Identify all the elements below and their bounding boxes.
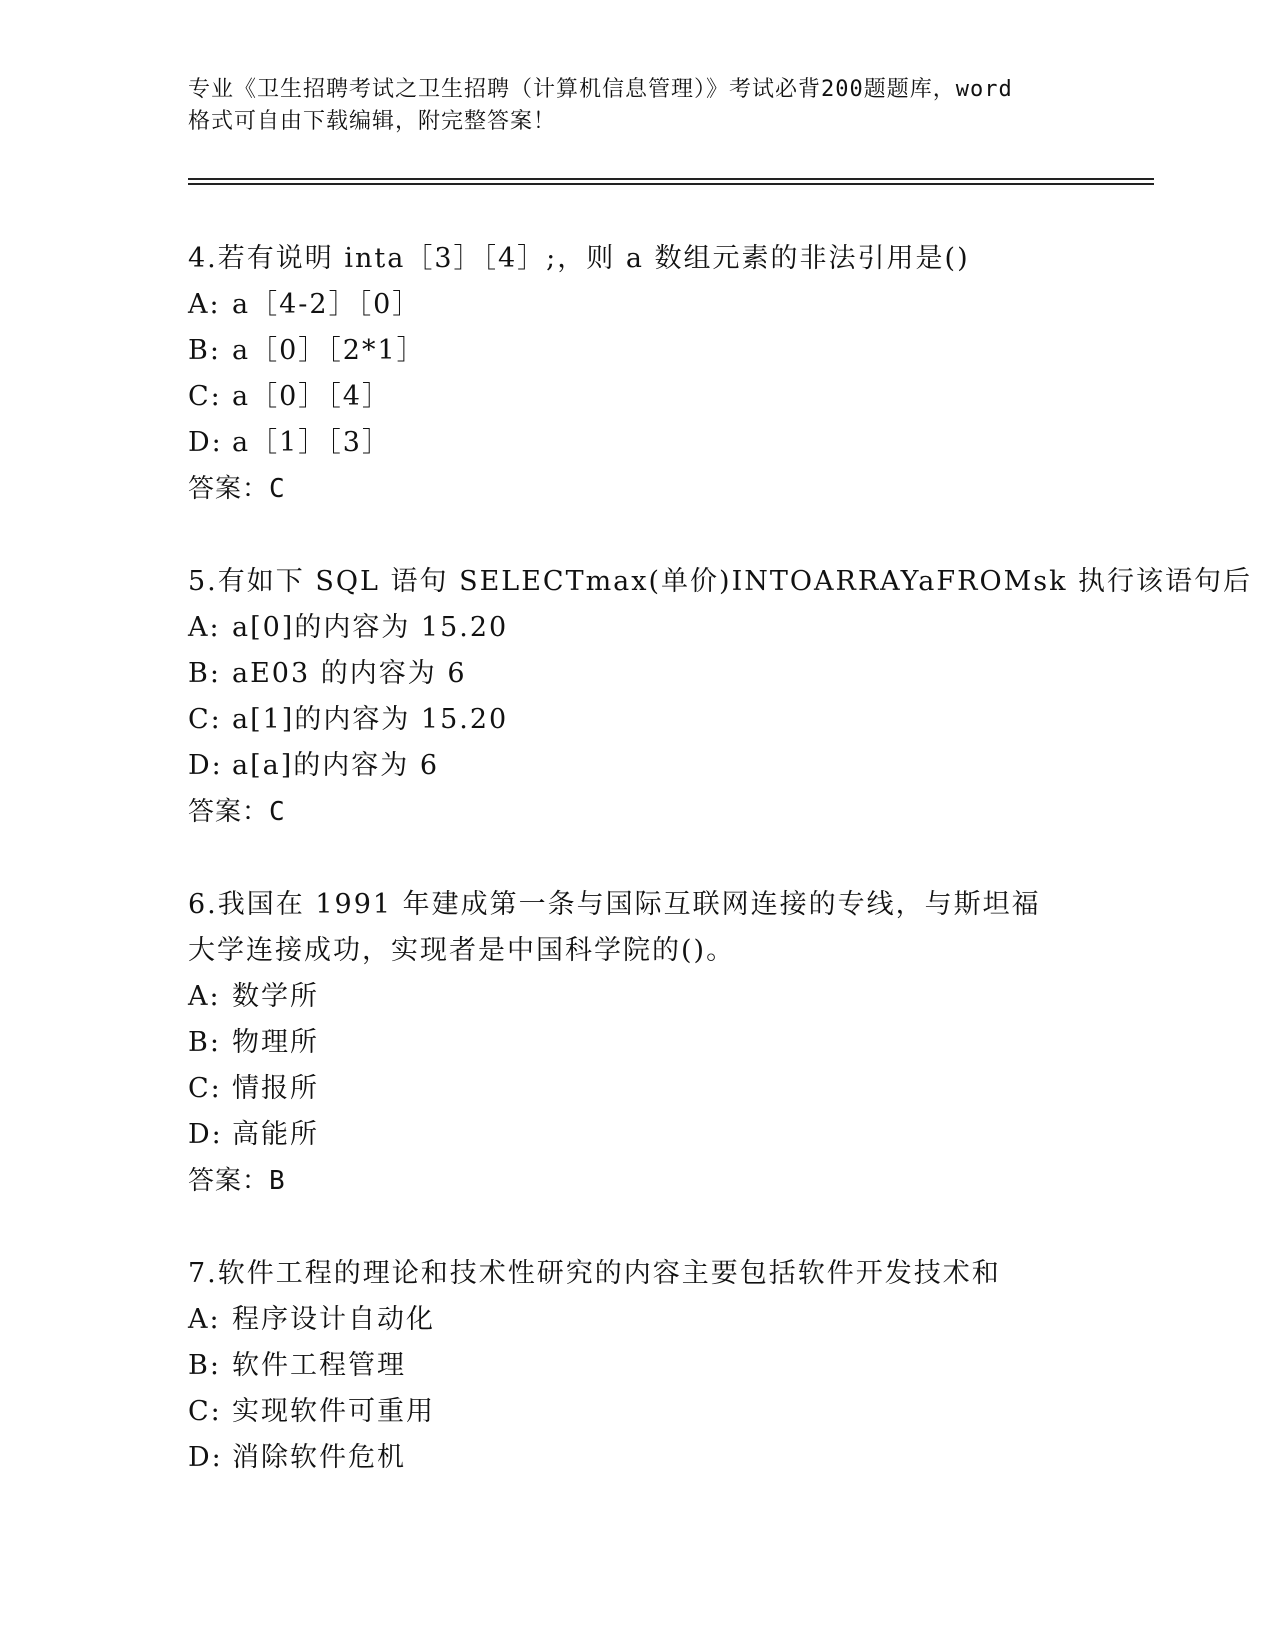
question-4 bbox=[188, 236, 1118, 512]
document-header bbox=[188, 74, 1088, 138]
option-d bbox=[188, 1112, 1118, 1158]
option-text: 数学所 bbox=[232, 981, 319, 1012]
option-b bbox=[188, 1020, 1118, 1066]
question-list bbox=[188, 236, 1253, 1528]
question-text: 6.我国在 1991 年建成第一条与国际互联网连接的专线，与斯坦福大学连接成功，实现者是中国科学院的()。 bbox=[188, 889, 1041, 966]
option-text: a[1]的内容为 15.20 bbox=[232, 704, 509, 735]
option-b bbox=[188, 328, 1118, 374]
option-label: A: bbox=[188, 981, 221, 1012]
option-c bbox=[188, 1389, 1118, 1435]
option-text: a[0]的内容为 15.20 bbox=[232, 612, 509, 643]
option-text: 物理所 bbox=[232, 1027, 319, 1058]
option-text: 高能所 bbox=[232, 1119, 319, 1150]
option-label: B: bbox=[188, 658, 221, 689]
option-text: a[a]的内容为 6 bbox=[232, 750, 440, 781]
question-text: 7.软件工程的理论和技术性研究的内容主要包括软件开发技术和 bbox=[188, 1258, 1001, 1289]
option-a bbox=[188, 974, 1118, 1020]
option-label: A: bbox=[188, 289, 221, 320]
header-divider-bottom bbox=[188, 183, 1154, 185]
option-label: A: bbox=[188, 1304, 221, 1335]
question-text: 4.若有说明 inta［3］［4］;，则 a 数组元素的非法引用是() bbox=[188, 243, 970, 274]
question-text: 5.有如下 SQL 语句 SELECTmax(单价)INTOARRAYaFROMsk 执行该语句后 bbox=[188, 566, 1253, 597]
option-text: 情报所 bbox=[232, 1073, 319, 1104]
option-c bbox=[188, 697, 1118, 743]
option-label: C: bbox=[188, 381, 222, 412]
option-text: aE03 的内容为 6 bbox=[232, 658, 467, 689]
option-label: B: bbox=[188, 335, 221, 366]
question-6 bbox=[188, 882, 1118, 1204]
option-text: 软件工程管理 bbox=[232, 1350, 406, 1381]
option-text: 程序设计自动化 bbox=[232, 1304, 435, 1335]
option-a bbox=[188, 282, 1118, 328]
option-d bbox=[188, 1435, 1118, 1481]
option-b bbox=[188, 651, 1118, 697]
header-divider-top bbox=[188, 178, 1154, 180]
option-label: D: bbox=[188, 1442, 223, 1473]
option-text: a［0］［2*1］ bbox=[232, 335, 426, 366]
option-label: B: bbox=[188, 1350, 221, 1381]
option-text: 消除软件危机 bbox=[232, 1442, 406, 1473]
option-d bbox=[188, 420, 1118, 466]
option-c bbox=[188, 1066, 1118, 1112]
option-label: D: bbox=[188, 427, 223, 458]
option-c bbox=[188, 374, 1118, 420]
option-a bbox=[188, 605, 1118, 651]
option-label: A: bbox=[188, 612, 221, 643]
question-5 bbox=[188, 559, 1253, 835]
option-a bbox=[188, 1297, 1118, 1343]
answer-line: 答案：B bbox=[188, 1166, 286, 1196]
option-label: D: bbox=[188, 1119, 223, 1150]
option-label: C: bbox=[188, 704, 222, 735]
answer-line: 答案：C bbox=[188, 474, 286, 504]
header-line-2: 格式可自由下载编辑，附完整答案！ bbox=[188, 109, 557, 134]
option-d bbox=[188, 743, 1118, 789]
answer-line: 答案：C bbox=[188, 797, 286, 827]
option-text: a［4-2］［0］ bbox=[232, 289, 422, 320]
option-label: C: bbox=[188, 1396, 222, 1427]
header-line-1: 专业《卫生招聘考试之卫生招聘（计算机信息管理）》考试必背200题题库，word bbox=[188, 77, 1013, 102]
option-text: a［1］［3］ bbox=[232, 427, 391, 458]
option-label: B: bbox=[188, 1027, 221, 1058]
option-text: 实现软件可重用 bbox=[232, 1396, 435, 1427]
option-text: a［0］［4］ bbox=[232, 381, 391, 412]
option-label: D: bbox=[188, 750, 223, 781]
question-7 bbox=[188, 1251, 1118, 1481]
option-label: C: bbox=[188, 1073, 222, 1104]
option-b bbox=[188, 1343, 1118, 1389]
